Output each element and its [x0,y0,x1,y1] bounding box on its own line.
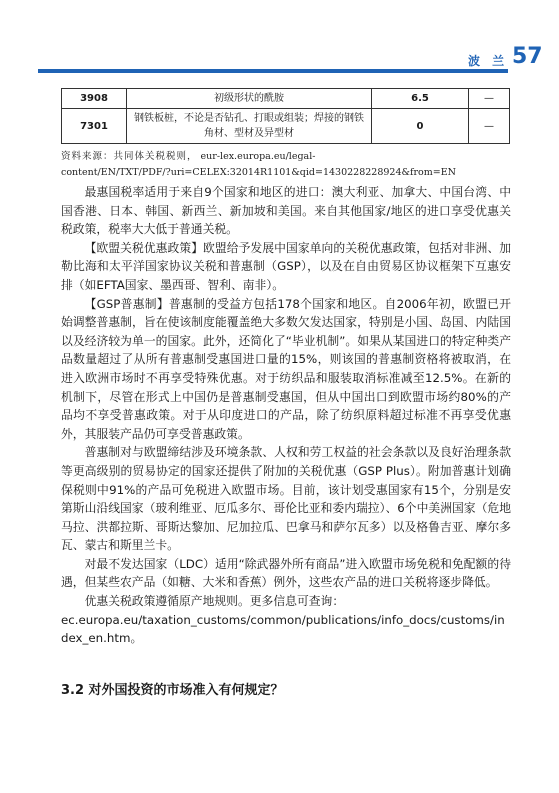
table-row [62,109,510,144]
paragraph-gsp: 【GSP普惠制】普惠制的受益方包括178个国家和地区。自2006年初，欧盟已开始调整普惠制，旨在使该制度能覆盖绝大多数欠发达国家，特别是小国、岛国、内陆国以及经济较为单一的国家。此外，还简化了“毕业机制”。如果从某国进口的特定种类产品数量超过了从所有普惠制受惠国进口量的15%，则该国的普惠制资格将被取消，在进入欧洲市场时不再享受特殊优惠。对于纺织品和服装取消标准减至12.5%。在新的机制下，尽管在形式上中国仍是普惠制受惠国，但从中国出口到欧盟市场约80%的产品均不享受普惠政策。对于从印度进口的产品，除了纺织原料超过标准不再享受优惠外，其服装产品仍可享受普惠政策。 [61,296,511,441]
rate-cell: 0 [372,109,469,144]
paragraph-gsp-plus: 普惠制对与欧盟缔结涉及环境条款、人权和劳工权益的社会条款以及良好治理条款等更高级别的贸易协定的国家还提供了附加的关税优惠（GSP Plus）。附加普惠计划确保税则中91%的产品可免税进入欧盟市场。目前，该计划受惠国家有15个，分别是安第斯山沿线国家（玻利维亚、厄瓜多尔、哥伦比亚和委内瑞拉）、6个中美洲国家（危地马拉、洪都拉斯、哥斯达黎加、尼加拉瓜、巴拿马和萨尔瓦多）以及格鲁吉亚、摩尔多瓦、蒙古和斯里兰卡。 [61,445,511,553]
running-header-country: 波 兰 [468,54,509,68]
rate-cell: 6.5 [372,89,469,109]
source-label: 资料来源：共同体关税税则， [61,151,198,162]
hs-code-cell: 3908 [62,89,127,109]
paragraph-eu-preference: 【欧盟关税优惠政策】欧盟给予发展中国家单向的关税优惠政策，包括对非洲、加勒比海和太平洋国家协议关税和普惠制（GSP），以及在自由贸易区协议框架下互惠安排（如EFTA国家、墨西哥、智利、南非）。 [61,240,511,292]
body-text [61,183,511,648]
hs-code-cell: 7301 [62,109,127,144]
header-rule [38,69,508,73]
description-cell: 初级形状的酰胺 [127,89,372,109]
table-row [62,89,510,109]
source-link-part2[interactable]: content/EN/TXT/PDF/?uri=CELEX:32014R1101&qid=1430228228924&from=EN [61,167,456,178]
source-link-part1[interactable]: eur-lex.europa.eu/legal- [200,151,316,162]
tariff-table [61,88,510,144]
paragraph-origin-rules: 优惠关税政策遵循原产地规则。更多信息可查询： [84,594,345,609]
paragraph-mfn: 最惠国税率适用于来自9个国家和地区的进口：澳大利亚、加拿大、中国台湾、中国香港、日本、韩国、新西兰、新加坡和美国。来自其他国家/地区的进口享受优惠关税政策，税率大大低于普通关税。 [61,185,511,237]
source-note [61,149,511,181]
section-heading: 3.2 对外国投资的市场准入有何规定？ [61,683,284,698]
origin-rules-link[interactable]: ec.europa.eu/taxation_customs/common/publications/info_docs/customs/index_en.htm。 [61,612,505,646]
other-rate-cell: — [469,89,510,109]
other-rate-cell: — [469,109,510,144]
description-cell: 钢铁板桩，不论是否钻孔、打眼或组装；焊接的钢铁角材、型材及异型材 [127,109,372,144]
paragraph-ldc: 对最不发达国家（LDC）适用“除武器外所有商品”进入欧盟市场免税和免配额的待遇，但某些农产品（如糖、大米和香蕉）例外，这些农产品的进口关税将逐步降低。 [61,556,511,590]
page-number: 57 [512,44,543,69]
